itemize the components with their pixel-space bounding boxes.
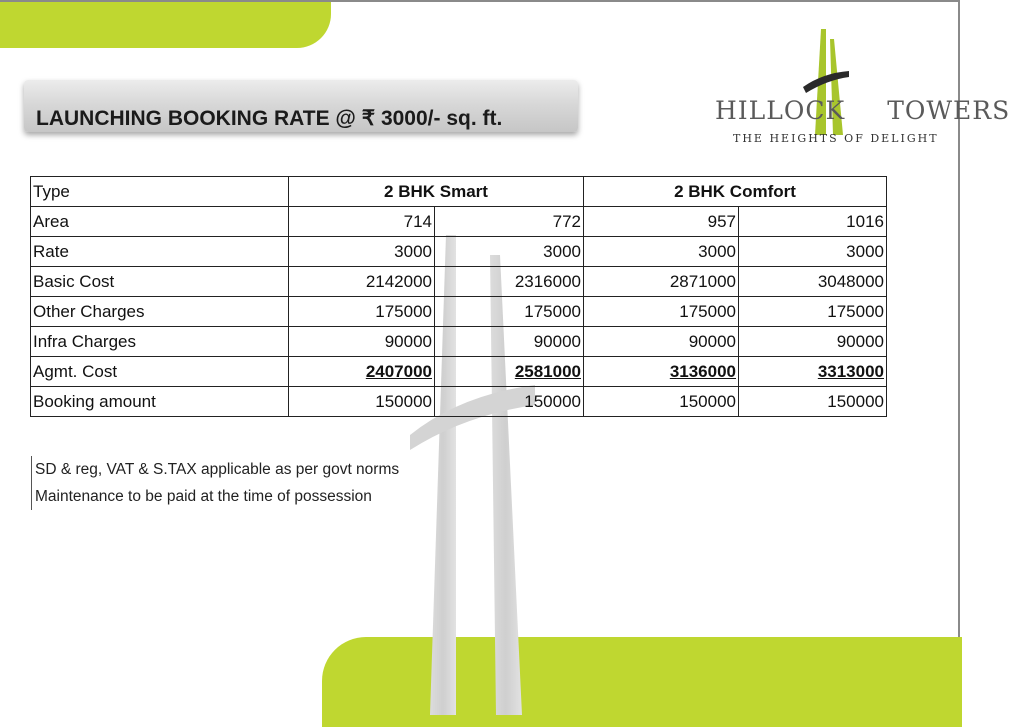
row-value: 3313000	[739, 357, 887, 387]
row-value: 3000	[739, 237, 887, 267]
row-value: 150000	[584, 387, 739, 417]
row-value: 150000	[289, 387, 435, 417]
row-value: 772	[435, 207, 584, 237]
row-value: 714	[289, 207, 435, 237]
hillock-towers-logo	[705, 25, 1010, 155]
row-value: 3000	[584, 237, 739, 267]
booking-rate-banner	[24, 80, 578, 132]
note-taxes: SD & reg, VAT & S.TAX applicable as per govt norms	[35, 461, 400, 478]
header-2bhk-smart: 2 BHK Smart	[289, 177, 584, 207]
row-label: Basic Cost	[31, 267, 289, 297]
row-value: 175000	[435, 297, 584, 327]
row-value: 90000	[289, 327, 435, 357]
row-value: 2407000	[289, 357, 435, 387]
table-row	[31, 357, 887, 387]
note-maintenance: Maintenance to be paid at the time of possession	[35, 488, 372, 505]
table-row	[31, 237, 887, 267]
row-value: 150000	[435, 387, 584, 417]
row-value: 90000	[739, 327, 887, 357]
rate-table	[30, 176, 887, 417]
row-label: Infra Charges	[31, 327, 289, 357]
header-type: Type	[31, 177, 289, 207]
table-row	[31, 267, 887, 297]
table-row	[31, 387, 887, 417]
table-row	[31, 297, 887, 327]
row-label: Agmt. Cost	[31, 357, 289, 387]
logo-name-left: HILLOCK	[715, 96, 846, 125]
row-label: Other Charges	[31, 297, 289, 327]
row-value: 2142000	[289, 267, 435, 297]
row-label: Area	[31, 207, 289, 237]
table-row	[31, 327, 887, 357]
row-value: 175000	[739, 297, 887, 327]
row-value: 175000	[289, 297, 435, 327]
row-value: 90000	[584, 327, 739, 357]
row-value: 150000	[739, 387, 887, 417]
row-value: 957	[584, 207, 739, 237]
row-value: 3136000	[584, 357, 739, 387]
terms-notes	[31, 456, 399, 510]
row-label: Booking amount	[31, 387, 289, 417]
row-value: 90000	[435, 327, 584, 357]
row-value: 2871000	[584, 267, 739, 297]
row-label: Rate	[31, 237, 289, 267]
row-value: 175000	[584, 297, 739, 327]
row-value: 3048000	[739, 267, 887, 297]
decorative-green-top-band	[0, 0, 331, 48]
row-value: 2316000	[435, 267, 584, 297]
logo-tagline: THE HEIGHTS OF DELIGHT	[733, 132, 939, 145]
row-value: 3000	[289, 237, 435, 267]
table-row	[31, 207, 887, 237]
row-value: 3000	[435, 237, 584, 267]
table-header-row	[31, 177, 887, 207]
row-value: 2581000	[435, 357, 584, 387]
header-2bhk-comfort: 2 BHK Comfort	[584, 177, 887, 207]
row-value: 1016	[739, 207, 887, 237]
logo-name-right: TOWERS	[887, 96, 1010, 125]
banner-title: LAUNCHING BOOKING RATE @ ₹ 3000/- sq. ft.	[36, 107, 503, 130]
logo-name	[715, 96, 1010, 125]
